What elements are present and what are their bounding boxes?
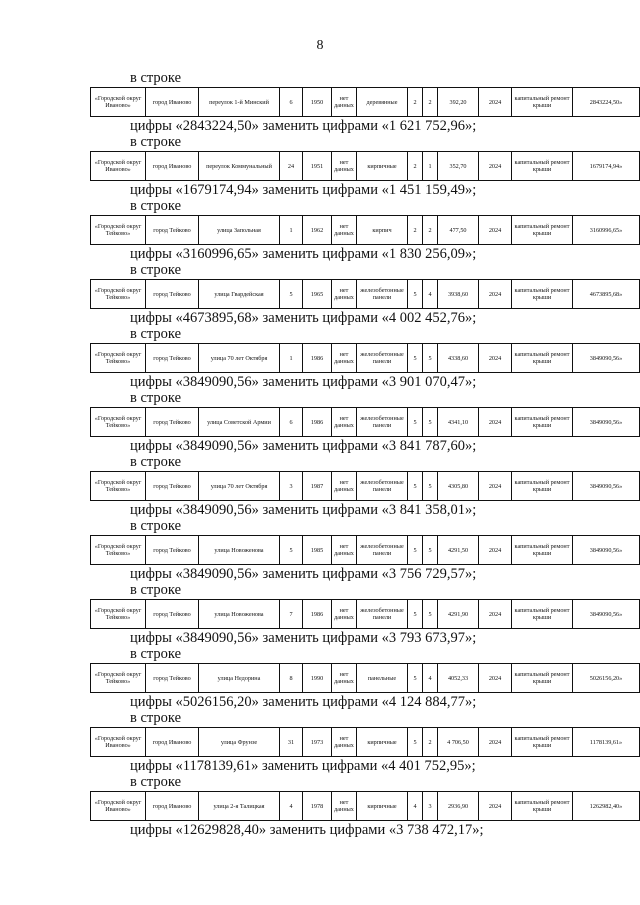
table-cell: 1986 — [303, 344, 332, 373]
table-cell: 2024 — [479, 728, 512, 757]
replace-line — [90, 758, 600, 774]
table-cell: 1986 — [303, 600, 332, 629]
table-cell: «Городской округ Тейково» — [91, 344, 146, 373]
replace-phrase: заменить цифрами — [262, 502, 378, 518]
table-cell: капитальный ремонт крыши — [512, 472, 573, 501]
page-number: 8 — [316, 38, 324, 53]
table-cell: 4291,90 — [438, 600, 479, 629]
table-cell: 3 — [423, 792, 438, 821]
digits-word: цифры — [130, 374, 176, 390]
table-cell: 2 — [423, 728, 438, 757]
digits-word: цифры — [130, 182, 176, 198]
table-cell: 1 — [280, 344, 303, 373]
replace-line — [90, 310, 600, 326]
table-cell: железобетонные панели — [357, 408, 408, 437]
table-row — [91, 792, 640, 821]
table-cell: нет данных — [332, 536, 357, 565]
table-cell: город Тейково — [146, 472, 199, 501]
table-cell: 1985 — [303, 536, 332, 565]
table-cell: «Городской округ Тейково» — [91, 536, 146, 565]
table-cell: капитальный ремонт крыши — [512, 88, 573, 117]
record-table — [90, 343, 640, 373]
table-cell: 5 — [280, 536, 303, 565]
table-cell: 5 — [408, 408, 423, 437]
table-cell: 2024 — [479, 88, 512, 117]
table-cell: улица Гвардейская — [199, 280, 280, 309]
digits-word: цифры — [130, 438, 176, 454]
replace-phrase: заменить цифрами — [262, 310, 378, 326]
replace-phrase: заменить цифрами — [262, 118, 378, 134]
replace-phrase: заменить цифрами — [262, 566, 378, 582]
record-table — [90, 727, 640, 757]
in-row-label: в строке — [130, 198, 182, 214]
table-row — [91, 88, 640, 117]
in-row-label: в строке — [130, 326, 182, 342]
digits-word: цифры — [130, 758, 176, 774]
table-cell: 3849090,56» — [573, 344, 640, 373]
table-cell: 1262982,40» — [573, 792, 640, 821]
digits-word: цифры — [130, 310, 176, 326]
replace-phrase: заменить цифрами — [262, 630, 378, 646]
table-cell: 4 — [423, 664, 438, 693]
table-row — [91, 536, 640, 565]
table-cell: город Тейково — [146, 216, 199, 245]
table-cell: капитальный ремонт крыши — [512, 536, 573, 565]
table-cell: 2024 — [479, 472, 512, 501]
table-cell: «Городской округ Иваново» — [91, 88, 146, 117]
new-value: «3 901 070,47»; — [381, 374, 477, 390]
table-cell: кирпичные — [357, 792, 408, 821]
new-value: «1 830 256,09»; — [381, 246, 477, 262]
digits-word: цифры — [130, 822, 176, 838]
replace-line — [90, 118, 600, 134]
table-cell: 1987 — [303, 472, 332, 501]
old-value: «4673895,68» — [175, 310, 259, 326]
amendment-block — [90, 518, 623, 582]
table-cell: 2 — [408, 152, 423, 181]
table-cell: 1986 — [303, 408, 332, 437]
table-cell: 4 — [280, 792, 303, 821]
table-cell: 4 — [408, 792, 423, 821]
table-cell: 1962 — [303, 216, 332, 245]
old-value: «3849090,56» — [175, 438, 259, 454]
table-cell: город Иваново — [146, 728, 199, 757]
table-cell: 3849090,56» — [573, 472, 640, 501]
table-cell: капитальный ремонт крыши — [512, 664, 573, 693]
table-cell: 352,70 — [438, 152, 479, 181]
new-value: «3 793 673,97»; — [381, 630, 477, 646]
table-row — [91, 728, 640, 757]
table-cell: город Тейково — [146, 536, 199, 565]
table-cell: 5 — [423, 472, 438, 501]
old-value: «3160996,65» — [175, 246, 259, 262]
table-cell: 8 — [280, 664, 303, 693]
replace-phrase: заменить цифрами — [262, 246, 378, 262]
table-row — [91, 664, 640, 693]
table-cell: 5 — [423, 536, 438, 565]
table-cell: 5 — [423, 600, 438, 629]
table-cell: улица Новоженова — [199, 600, 280, 629]
table-cell: 1990 — [303, 664, 332, 693]
table-cell: улица Советской Армии — [199, 408, 280, 437]
in-row-label: в строке — [130, 454, 182, 470]
table-cell: город Иваново — [146, 792, 199, 821]
table-cell: 1178139,61» — [573, 728, 640, 757]
new-value: «3 756 729,57»; — [381, 566, 477, 582]
old-value: «1178139,61» — [175, 758, 259, 774]
table-cell: 7 — [280, 600, 303, 629]
replace-line — [90, 502, 600, 518]
in-row-label: в строке — [130, 774, 182, 790]
table-cell: нет данных — [332, 152, 357, 181]
table-cell: 2024 — [479, 152, 512, 181]
new-value: «1 451 159,49»; — [381, 182, 477, 198]
table-cell: переулок Коммунальный — [199, 152, 280, 181]
table-cell: 1973 — [303, 728, 332, 757]
table-cell: нет данных — [332, 408, 357, 437]
table-cell: железобетонные панели — [357, 280, 408, 309]
table-cell: «Городской округ Тейково» — [91, 216, 146, 245]
table-cell: город Тейково — [146, 408, 199, 437]
table-cell: 5 — [408, 536, 423, 565]
old-value: «3849090,56» — [175, 566, 259, 582]
table-cell: город Тейково — [146, 344, 199, 373]
replace-phrase: заменить цифрами — [262, 374, 378, 390]
table-cell: нет данных — [332, 280, 357, 309]
table-cell: 4341,10 — [438, 408, 479, 437]
record-table — [90, 407, 640, 437]
table-cell: 5 — [423, 344, 438, 373]
table-cell: железобетонные панели — [357, 600, 408, 629]
table-cell: улица Недорина — [199, 664, 280, 693]
table-cell: 1 — [423, 152, 438, 181]
table-cell: улица Запольная — [199, 216, 280, 245]
table-cell: капитальный ремонт крыши — [512, 408, 573, 437]
table-cell: 2024 — [479, 600, 512, 629]
table-cell: 2024 — [479, 664, 512, 693]
digits-word: цифры — [130, 566, 176, 582]
table-row — [91, 344, 640, 373]
table-cell: 4673895,68» — [573, 280, 640, 309]
replace-phrase: заменить цифрами — [262, 182, 378, 198]
table-cell: капитальный ремонт крыши — [512, 344, 573, 373]
table-cell: улица 2-я Талицкая — [199, 792, 280, 821]
table-cell: 2024 — [479, 792, 512, 821]
record-table — [90, 791, 640, 821]
old-value: «12629828,40» — [175, 822, 267, 838]
new-value: «4 401 752,95»; — [381, 758, 476, 774]
table-cell: 3938,60 — [438, 280, 479, 309]
table-cell: переулок 1-й Минский — [199, 88, 280, 117]
old-value: «2843224,50» — [175, 118, 259, 134]
old-value: «3849090,56» — [175, 374, 259, 390]
new-value: «3 841 787,60»; — [381, 438, 477, 454]
replace-line — [90, 566, 600, 582]
table-cell: 2843224,50» — [573, 88, 640, 117]
in-row-label: в строке — [130, 134, 182, 150]
table-cell: 1965 — [303, 280, 332, 309]
table-cell: капитальный ремонт крыши — [512, 600, 573, 629]
in-row-label: в строке — [130, 646, 182, 662]
in-row-label: в строке — [130, 390, 182, 406]
table-cell: 2 — [423, 216, 438, 245]
amendment-block — [90, 326, 623, 390]
amendment-block — [90, 390, 623, 454]
new-value: «4 124 884,77»; — [381, 694, 477, 710]
table-cell: 392,20 — [438, 88, 479, 117]
table-row — [91, 152, 640, 181]
table-cell: «Городской округ Тейково» — [91, 280, 146, 309]
table-cell: улица Новоженова — [199, 536, 280, 565]
old-value: «5026156,20» — [175, 694, 259, 710]
table-cell: 4338,60 — [438, 344, 479, 373]
table-cell: 5 — [408, 728, 423, 757]
table-cell: 2936,90 — [438, 792, 479, 821]
table-cell: 4 — [423, 280, 438, 309]
in-row-label: в строке — [130, 518, 182, 534]
amendment-block — [90, 454, 623, 518]
amendment-block — [90, 710, 623, 774]
record-table — [90, 663, 640, 693]
table-row — [91, 600, 640, 629]
replace-line — [90, 822, 600, 838]
record-table — [90, 599, 640, 629]
new-value: «1 621 752,96»; — [381, 118, 477, 134]
table-cell: 1679174,94» — [573, 152, 640, 181]
table-cell: 4305,80 — [438, 472, 479, 501]
table-cell: город Иваново — [146, 152, 199, 181]
table-row — [91, 216, 640, 245]
table-cell: 5 — [423, 408, 438, 437]
digits-word: цифры — [130, 694, 176, 710]
table-cell: панельные — [357, 664, 408, 693]
table-cell: 2 — [408, 88, 423, 117]
amendment-block — [90, 582, 623, 646]
amendment-block — [90, 646, 623, 710]
table-cell: 4 706,50 — [438, 728, 479, 757]
table-cell: 2024 — [479, 536, 512, 565]
table-cell: 1950 — [303, 88, 332, 117]
table-cell: деревянные — [357, 88, 408, 117]
table-cell: нет данных — [332, 728, 357, 757]
table-cell: нет данных — [332, 216, 357, 245]
table-cell: «Городской округ Тейково» — [91, 664, 146, 693]
in-row-label: в строке — [130, 710, 182, 726]
amendment-block — [90, 774, 623, 838]
amendments-list — [90, 70, 623, 838]
table-cell: 5 — [408, 664, 423, 693]
replace-line — [90, 374, 600, 390]
table-cell: 31 — [280, 728, 303, 757]
table-cell: «Городской округ Тейково» — [91, 408, 146, 437]
record-table — [90, 279, 640, 309]
table-cell: 1951 — [303, 152, 332, 181]
table-cell: 6 — [280, 408, 303, 437]
table-cell: нет данных — [332, 664, 357, 693]
amendment-block — [90, 262, 623, 326]
table-cell: капитальный ремонт крыши — [512, 280, 573, 309]
table-row — [91, 280, 640, 309]
digits-word: цифры — [130, 118, 176, 134]
table-cell: капитальный ремонт крыши — [512, 152, 573, 181]
record-table — [90, 151, 640, 181]
table-cell: нет данных — [332, 600, 357, 629]
table-cell: город Иваново — [146, 88, 199, 117]
table-cell: 3849090,56» — [573, 536, 640, 565]
table-cell: улица Фрунзе — [199, 728, 280, 757]
table-cell: нет данных — [332, 344, 357, 373]
table-cell: «Городской округ Тейково» — [91, 472, 146, 501]
table-cell: «Городской округ Иваново» — [91, 728, 146, 757]
new-value: «4 002 452,76»; — [381, 310, 477, 326]
table-cell: улица 70 лет Октября — [199, 344, 280, 373]
table-cell: нет данных — [332, 792, 357, 821]
table-cell: «Городской округ Тейково» — [91, 600, 146, 629]
replace-line — [90, 182, 600, 198]
table-row — [91, 408, 640, 437]
table-cell: 5026156,20» — [573, 664, 640, 693]
table-cell: кирпичные — [357, 152, 408, 181]
digits-word: цифры — [130, 502, 176, 518]
in-row-label: в строке — [130, 582, 182, 598]
amendment-block — [90, 70, 623, 134]
in-row-label: в строке — [130, 262, 182, 278]
table-cell: нет данных — [332, 88, 357, 117]
table-cell: 4291,50 — [438, 536, 479, 565]
table-cell: 1978 — [303, 792, 332, 821]
replace-line — [90, 246, 600, 262]
table-cell: 6 — [280, 88, 303, 117]
old-value: «3849090,56» — [175, 630, 259, 646]
replace-phrase: заменить цифрами — [262, 438, 378, 454]
table-cell: 1 — [280, 216, 303, 245]
table-cell: капитальный ремонт крыши — [512, 792, 573, 821]
table-cell: 3849090,56» — [573, 408, 640, 437]
table-cell: «Городской округ Иваново» — [91, 792, 146, 821]
table-cell: капитальный ремонт крыши — [512, 216, 573, 245]
table-cell: 5 — [408, 280, 423, 309]
table-cell: 5 — [408, 472, 423, 501]
table-cell: улица 70 лет Октября — [199, 472, 280, 501]
record-table — [90, 215, 640, 245]
table-cell: 24 — [280, 152, 303, 181]
table-cell: 3849090,56» — [573, 600, 640, 629]
in-row-label: в строке — [130, 70, 182, 86]
record-table — [90, 471, 640, 501]
table-cell: город Тейково — [146, 600, 199, 629]
replace-line — [90, 630, 600, 646]
table-cell: 3 — [280, 472, 303, 501]
amendment-block — [90, 198, 623, 262]
replace-phrase: заменить цифрами — [262, 694, 378, 710]
record-table — [90, 535, 640, 565]
replace-line — [90, 438, 600, 454]
table-cell: 5 — [408, 600, 423, 629]
table-cell: 477,50 — [438, 216, 479, 245]
table-cell: «Городской округ Иваново» — [91, 152, 146, 181]
old-value: «1679174,94» — [175, 182, 259, 198]
record-table — [90, 87, 640, 117]
table-cell: 4052,33 — [438, 664, 479, 693]
old-value: «3849090,56» — [175, 502, 259, 518]
replace-line — [90, 694, 600, 710]
table-cell: 5 — [280, 280, 303, 309]
table-cell: железобетонные панели — [357, 472, 408, 501]
table-cell: кирпич — [357, 216, 408, 245]
table-cell: капитальный ремонт крыши — [512, 728, 573, 757]
amendment-block — [90, 134, 623, 198]
new-value: «3 738 472,17»; — [388, 822, 484, 838]
digits-word: цифры — [130, 630, 176, 646]
table-cell: 2024 — [479, 216, 512, 245]
table-cell: 2 — [408, 216, 423, 245]
table-cell: железобетонные панели — [357, 344, 408, 373]
table-cell: нет данных — [332, 472, 357, 501]
table-cell: 2024 — [479, 280, 512, 309]
table-cell: 3160996,65» — [573, 216, 640, 245]
table-cell: город Тейково — [146, 280, 199, 309]
replace-phrase: заменить цифрами — [269, 822, 386, 838]
table-cell: 2024 — [479, 408, 512, 437]
table-cell: железобетонные панели — [357, 536, 408, 565]
replace-phrase: заменить цифрами — [262, 758, 378, 774]
table-cell: 2 — [423, 88, 438, 117]
table-row — [91, 472, 640, 501]
table-cell: 5 — [408, 344, 423, 373]
table-cell: 2024 — [479, 344, 512, 373]
digits-word: цифры — [130, 246, 176, 262]
new-value: «3 841 358,01»; — [381, 502, 477, 518]
table-cell: город Тейково — [146, 664, 199, 693]
table-cell: кирпичные — [357, 728, 408, 757]
